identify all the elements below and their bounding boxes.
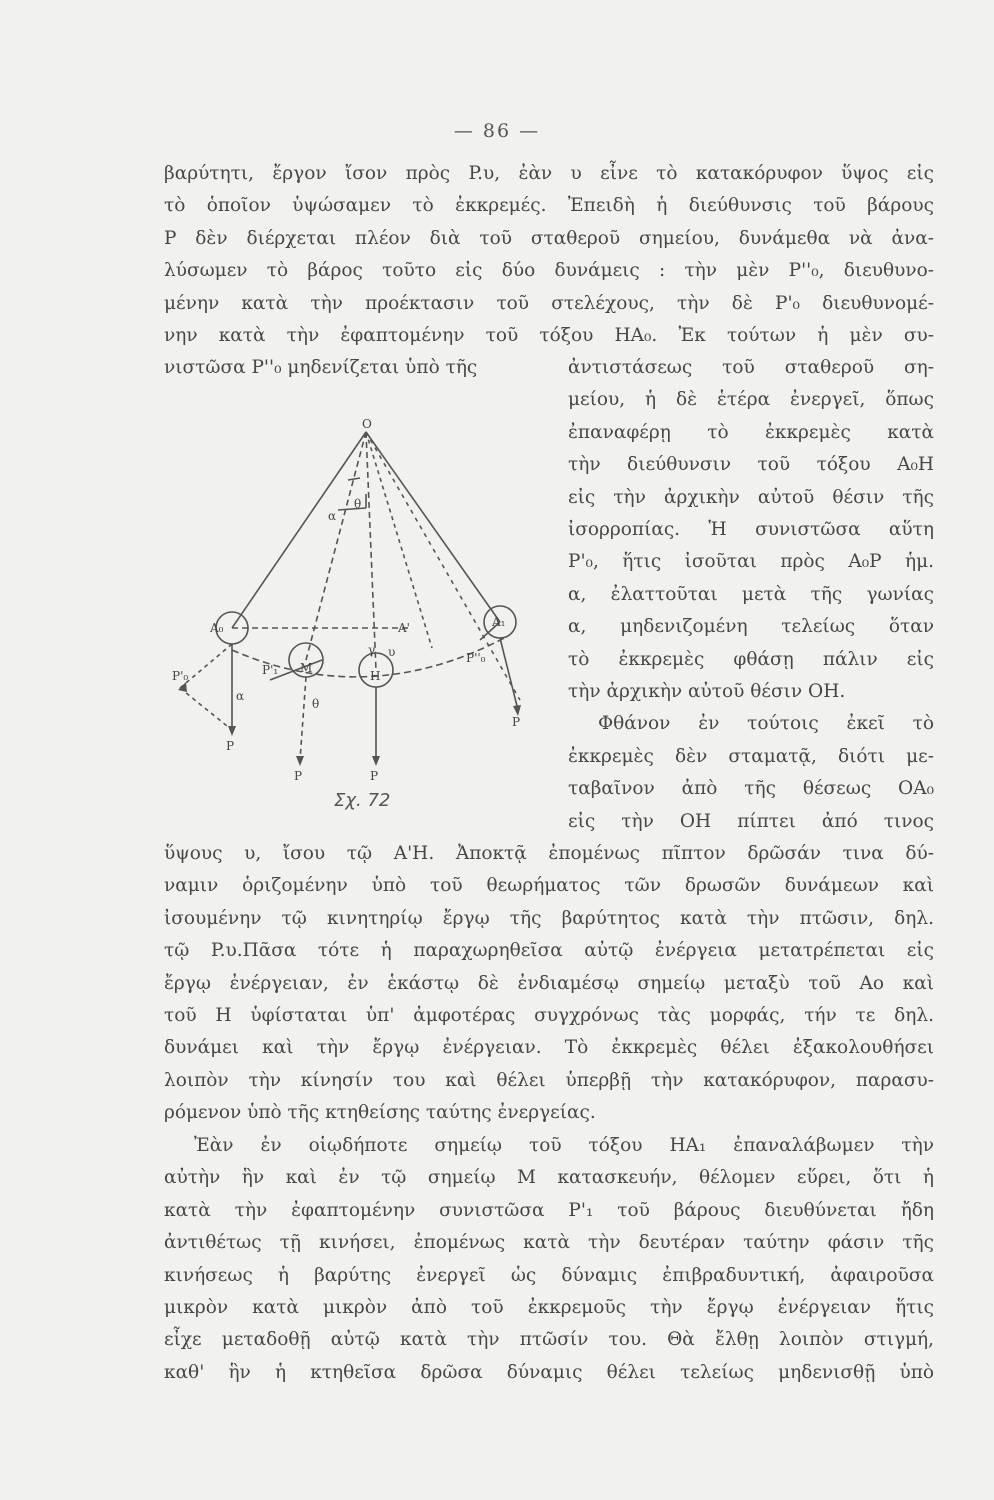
label-o: O bbox=[362, 417, 372, 431]
weight-line-a1 bbox=[500, 638, 518, 710]
text-line: μικρὸν κατὰ μικρὸν ἀπὸ τοῦ ἐκκρεμοῦς τὴν ἔργῳ ἐνέργειαν ἥτις bbox=[164, 1297, 934, 1319]
text-line: ἰσουμένην τῷ κινητηρίῳ ἔργῳ τῆς βαρύτητος κατὰ τὴν πτῶσιν, δηλ. bbox=[164, 907, 934, 929]
label-upsilon: υ bbox=[388, 645, 396, 659]
text-line: νην κατὰ τὴν ἐφαπτομένην τοῦ τόξου ΗΑ₀. Ἐκ τούτων ἡ μὲν συ- bbox=[164, 325, 934, 347]
component-line bbox=[180, 688, 232, 730]
arrow-head bbox=[296, 756, 304, 766]
label-h: H bbox=[370, 669, 381, 683]
text-line: τῷ P.υ.Πᾶσα τότε ἡ παραχωρηθεῖσα αὐτῷ ἐνέργεια μετατρέπεται εἰς bbox=[164, 940, 934, 962]
text-line: ρόμενον ὑπὸ τῆς κτηθείσης ταύτης ἐνεργείας. bbox=[164, 1102, 596, 1124]
label-a0: A₀ bbox=[210, 621, 224, 635]
pendulum-diagram bbox=[170, 410, 560, 830]
text-line: P δὲν διέρχεται πλέον διὰ τοῦ σταθεροῦ σημείου, δυνάμεθα νὰ ἀνα- bbox=[164, 227, 934, 249]
text-line: ἰσορροπίας. Ἡ συνιστῶσα αὕτη bbox=[568, 519, 934, 541]
label-gamma: γ bbox=[368, 643, 376, 657]
text-line: εἶχε μεταδοθῇ αὐτῷ κατὰ τὴν πτῶσίν του. Θὰ ἔλθῃ λοιπὸν στιγμή, bbox=[164, 1329, 934, 1351]
text-line: μένην κατὰ τὴν προέκτασιν τοῦ στελέχους, τὴν δὲ P'₀ διευθυνομέ- bbox=[164, 292, 934, 314]
text-line: λύσωμεν τὸ βάρος τοῦτο εἰς δύο δυνάμεις : τὴν μὲν P''₀, διευθυνο- bbox=[164, 260, 934, 282]
text-line: τοῦ Η ὑφίσταται ὑπ' ἀμφοτέρας συγχρόνως τὰς μορφάς, τήν τε δηλ. bbox=[164, 1005, 934, 1027]
text-line: τὸ ὁποῖον ὑψώσαμεν τὸ ἐκκρεμές. Ἐπειδὴ ἡ διεύθυνσις τοῦ βάρους bbox=[164, 195, 934, 217]
label-p: P bbox=[512, 715, 521, 729]
pendulum-arm-a1 bbox=[366, 432, 500, 622]
text-line: νιστῶσα P''₀ μηδενίζεται ὑπὸ τῆς bbox=[164, 357, 478, 379]
text-line: ἐκκρεμὲς δὲν σταματᾷ, διότι με- bbox=[568, 745, 934, 767]
figure-caption: Σχ. 72 bbox=[334, 790, 391, 811]
text-line: α, ἐλαττοῦται μετὰ τῆς γωνίας bbox=[568, 583, 934, 605]
angle-mark bbox=[338, 508, 366, 510]
paragraph-side bbox=[568, 352, 934, 838]
text-line: εἰς τὴν ΟΗ πίπτει ἀπό τινος bbox=[568, 810, 934, 832]
label-theta-small: θ bbox=[312, 697, 320, 711]
text-line: καθ' ἣν ἡ κτηθεῖσα δρῶσα δύναμις θέλει τελείως μηδενισθῇ ὑπὸ bbox=[164, 1361, 934, 1383]
text-line: ἔργῳ ἐνέργειαν, ἐν ἑκάστῳ δὲ ἐνδιαμέσῳ σημείῳ μεταξὺ τοῦ Αο καὶ bbox=[164, 972, 934, 994]
label-p: P bbox=[294, 769, 303, 783]
weight-line-m bbox=[300, 677, 306, 760]
text-line: μείου, ἡ δὲ ἑτέρα ἐνεργεῖ, ὅπως bbox=[568, 389, 934, 411]
page-number: — 86 — bbox=[453, 120, 541, 142]
text-line: βαρύτητι, ἔργον ἴσον πρὸς P.υ, ἐὰν υ εἶνε τὸ κατακόρυφον ὕψος εἰς bbox=[164, 163, 934, 184]
paragraph-final bbox=[164, 1130, 934, 1389]
text-line: λοιπὸν τὴν κίνησίν του καὶ θέλει ὑπερβῇ τὴν κατακόρυφον, παρασυ- bbox=[164, 1069, 934, 1091]
text-line: P'₀, ἥτις ἰσοῦται πρὸς Α₀P ἡμ. bbox=[568, 551, 934, 573]
text-line: ὕψους υ, ἴσου τῷ Α'Η. Ἀποκτᾷ ἐπομένως πῖπτον δρῶσάν τινα δύ- bbox=[164, 843, 934, 864]
text-line: α, μηδενιζομένη τελείως ὅταν bbox=[568, 616, 934, 638]
text-line: κατὰ τὴν ἐφαπτομένην συνιστῶσα P'₁ τοῦ βάρους διευθύνεται ἤδη bbox=[164, 1199, 934, 1221]
text-line: ἀντιθέτως τῇ κινήσει, ἐπομένως κατὰ τὴν δευτέραν ταύτην φάσιν τῆς bbox=[164, 1232, 934, 1254]
paragraph-bottom bbox=[164, 838, 934, 1130]
label-a-prime: A' bbox=[398, 621, 410, 635]
label-alpha: α bbox=[328, 509, 337, 523]
arrow-head bbox=[178, 682, 187, 692]
text-line: ταβαῖνον ἀπὸ τῆς θέσεως ΟΑ₀ bbox=[568, 778, 934, 800]
pendulum-arm-m bbox=[306, 432, 366, 660]
pendulum-arm-a0 bbox=[232, 432, 366, 628]
angle-mark bbox=[348, 478, 360, 480]
text-line: Φθάνον ἐν τούτοις ἐκεῖ τὸ bbox=[598, 713, 934, 735]
label-p: P bbox=[370, 769, 379, 783]
text-line: τὴν διεύθυνσιν τοῦ τόξου Α₀Η bbox=[568, 454, 934, 476]
text-line: τὸ ἐκκρεμὲς φθάσῃ πάλιν εἰς bbox=[568, 648, 934, 670]
text-line: δυνάμει καὶ τὴν ἔργῳ ἐνέργειαν. Τὸ ἐκκρεμὲς θέλει ἐξακολουθήσει bbox=[164, 1037, 934, 1059]
label-p0dd: P''₀ bbox=[466, 651, 486, 665]
text-line: κινήσεως ἡ βαρύτης ἐνεργεῖ ὡς δύναμις ἐπιβραδυντική, ἀφαιροῦσα bbox=[164, 1264, 934, 1286]
arrow-head bbox=[372, 756, 380, 766]
pendulum-figure bbox=[170, 410, 560, 830]
label-p0: P'₀ bbox=[172, 669, 189, 683]
paragraph-top bbox=[164, 158, 934, 385]
text-line: ναμιν ὁριζομένην ὑπὸ τοῦ θεωρήματος τῶν δρωσῶν δυνάμεων καὶ bbox=[164, 875, 934, 897]
label-theta: θ bbox=[354, 497, 362, 511]
text-line: Ἐὰν ἐν οἱῳδήποτε σημείῳ τοῦ τόξου ΗΑ₁ ἐπαναλάβωμεν τὴν bbox=[194, 1135, 934, 1156]
text-line: ἐπαναφέρῃ τὸ ἐκκρεμὲς κατὰ bbox=[568, 421, 934, 443]
label-p1: P'₁ bbox=[262, 663, 279, 677]
text-line: εἰς τὴν ἀρχικὴν αὐτοῦ θέσιν τῆς bbox=[568, 486, 934, 508]
label-alpha-small: α bbox=[236, 689, 245, 703]
arrow-head bbox=[228, 726, 236, 736]
pendulum-arm-dashed bbox=[366, 432, 432, 648]
label-p: P bbox=[226, 739, 235, 753]
text-line: τὴν ἀρχικὴν αὐτοῦ θέσιν ΟΗ. bbox=[568, 681, 846, 703]
text-line: αὐτὴν ἣν καὶ ἐν τῷ σημείῳ Μ κατασκευήν, θέλομεν εὕρει, ὅτι ἡ bbox=[164, 1167, 934, 1189]
text-line: ἀντιστάσεως τοῦ σταθεροῦ ση- bbox=[568, 357, 934, 378]
pendulum-arm-h bbox=[366, 432, 376, 670]
label-m: M bbox=[300, 661, 313, 675]
label-a1: A₁ bbox=[492, 615, 506, 629]
